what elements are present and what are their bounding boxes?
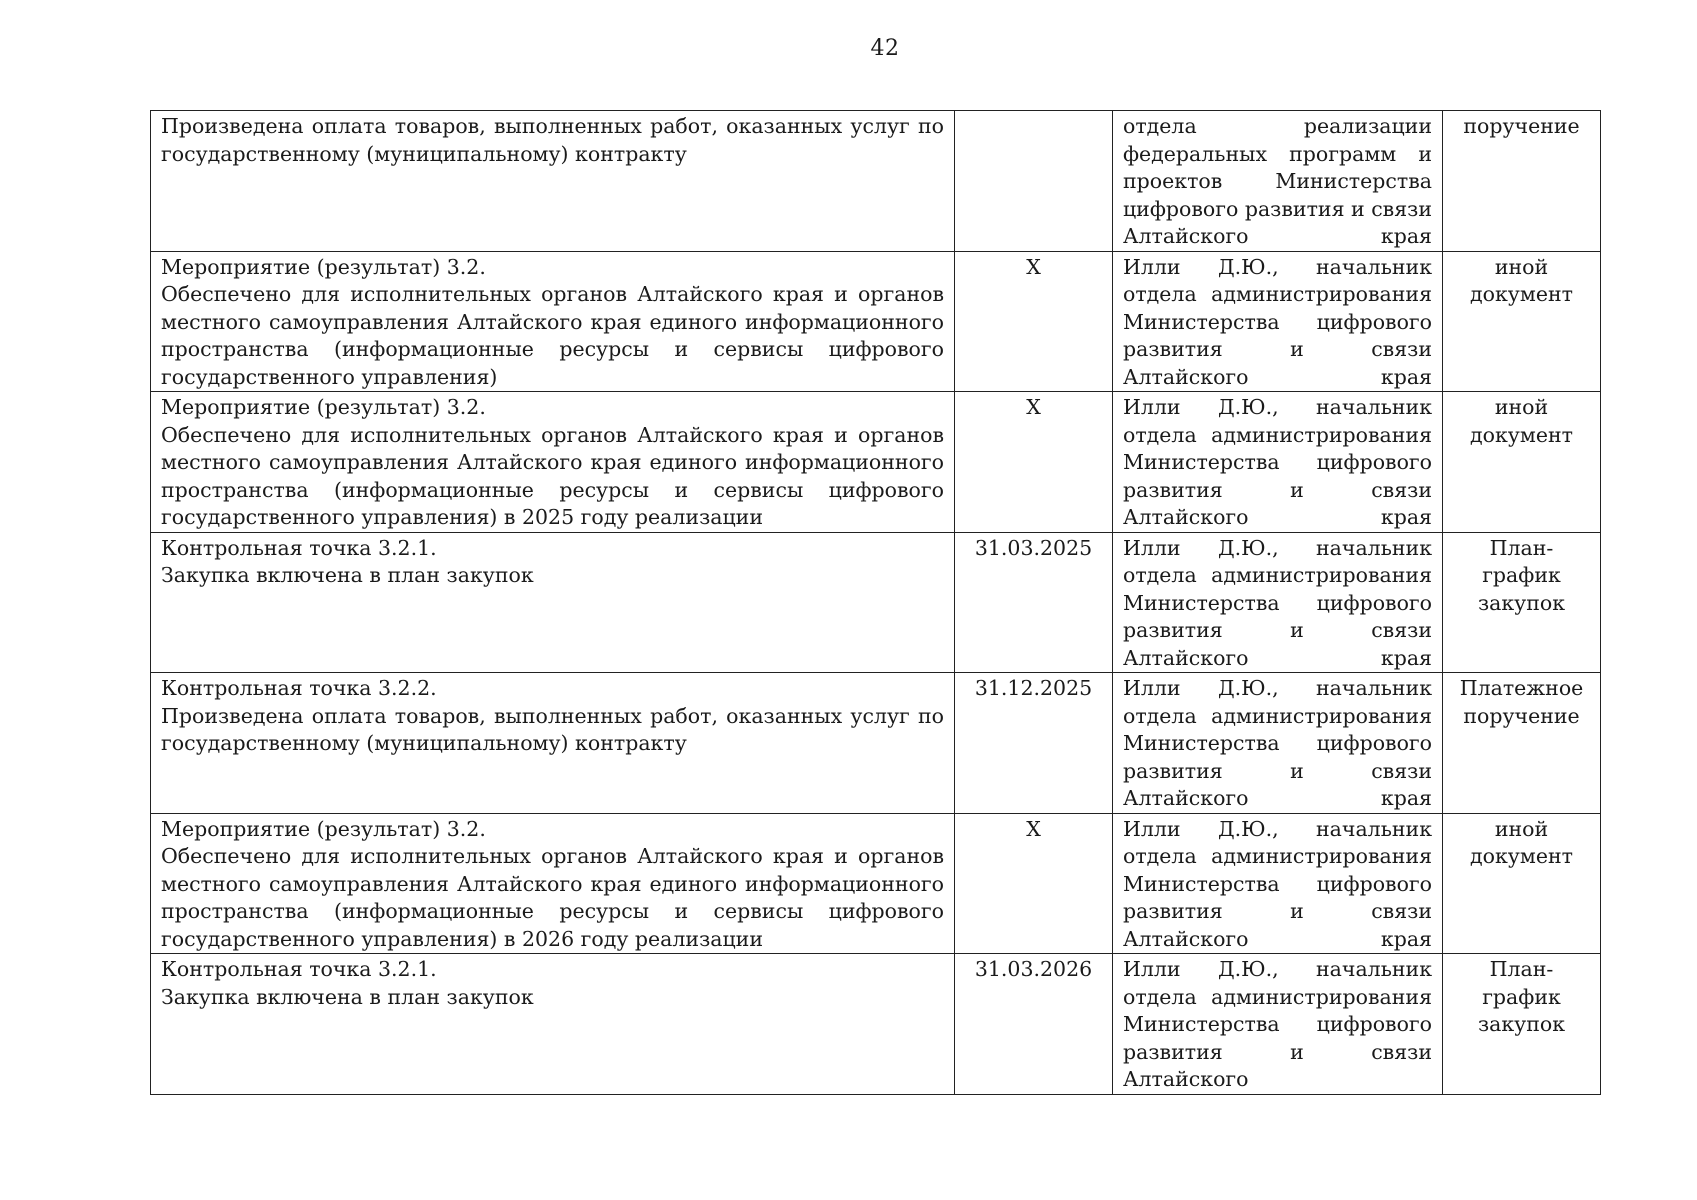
cell-date: 31.03.2025 bbox=[955, 532, 1113, 673]
cell-responsible: Илли Д.Ю., начальник отдела администрирования Министерства цифрового развития и связи Алтайского bbox=[1113, 954, 1443, 1095]
cell-document: иной документ bbox=[1443, 813, 1601, 954]
cell-responsible: отдела реализации федеральных программ и проектов Министерства цифрового развития и связи Алтайского края bbox=[1113, 111, 1443, 252]
cell-date: Х bbox=[955, 251, 1113, 392]
cell-responsible: Илли Д.Ю., начальник отдела администрирования Министерства цифрового развития и связи Алтайского края bbox=[1113, 251, 1443, 392]
cell-responsible: Илли Д.Ю., начальник отдела администрирования Министерства цифрового развития и связи Алтайского края bbox=[1113, 673, 1443, 814]
cell-date: Х bbox=[955, 392, 1113, 533]
cell-name bbox=[151, 954, 955, 1095]
cell-name-body: Произведена оплата товаров, выполненных работ, оказанных услуг по государственному (муниципальному) контракту bbox=[161, 114, 944, 166]
cell-document: поручение bbox=[1443, 111, 1601, 252]
cell-date bbox=[955, 111, 1113, 252]
table-row bbox=[151, 111, 1601, 252]
cell-name bbox=[151, 673, 955, 814]
table-row bbox=[151, 251, 1601, 392]
cell-document: Платежное поручение bbox=[1443, 673, 1601, 814]
table-row bbox=[151, 532, 1601, 673]
table-row bbox=[151, 392, 1601, 533]
page-number: 42 bbox=[870, 36, 900, 61]
cell-name-head: Мероприятие (результат) 3.2. bbox=[161, 395, 486, 419]
cell-name bbox=[151, 532, 955, 673]
cell-responsible: Илли Д.Ю., начальник отдела администрирования Министерства цифрового развития и связи Алтайского края bbox=[1113, 392, 1443, 533]
table-row bbox=[151, 954, 1601, 1095]
table-row bbox=[151, 673, 1601, 814]
cell-name bbox=[151, 251, 955, 392]
cell-name-head: Контрольная точка 3.2.1. bbox=[161, 535, 437, 560]
table-row bbox=[151, 813, 1601, 954]
cell-responsible: Илли Д.Ю., начальник отдела администрирования Министерства цифрового развития и связи Алтайского края bbox=[1113, 532, 1443, 673]
plan-table bbox=[150, 110, 1601, 1095]
cell-name-head: Контрольная точка 3.2.2. bbox=[161, 676, 437, 700]
cell-name-body: Обеспечено для исполнительных органов Алтайского края и органов местного самоуправления Алтайского края единого информационного пространства (информационные ресурсы и сервисы цифрового государственного управления) в 2025 году реализации bbox=[161, 422, 944, 529]
cell-name-body: Обеспечено для исполнительных органов Алтайского края и органов местного самоуправления Алтайского края единого информационного пространства (информационные ресурсы и сервисы цифрового государственного управления) bbox=[161, 282, 944, 389]
cell-document: иной документ bbox=[1443, 392, 1601, 533]
cell-document: План-график закупок bbox=[1443, 532, 1601, 673]
cell-name-body: Закупка включена в план закупок bbox=[161, 984, 534, 1009]
cell-name bbox=[151, 111, 955, 252]
cell-name-head: Контрольная точка 3.2.1. bbox=[161, 957, 437, 981]
cell-name-body: Произведена оплата товаров, выполненных работ, оказанных услуг по государственному (муниципальному) контракту bbox=[161, 703, 944, 755]
cell-date: 31.03.2026 bbox=[955, 954, 1113, 1095]
cell-date: Х bbox=[955, 813, 1113, 954]
cell-name bbox=[151, 392, 955, 533]
cell-date: 31.12.2025 bbox=[955, 673, 1113, 814]
cell-document: План-график закупок bbox=[1443, 954, 1601, 1095]
cell-document: иной документ bbox=[1443, 251, 1601, 392]
cell-name-body: Обеспечено для исполнительных органов Алтайского края и органов местного самоуправления Алтайского края единого информационного пространства (информационные ресурсы и сервисы цифрового государственного управления) в 2026 году реализации bbox=[161, 844, 944, 951]
cell-name-head: Мероприятие (результат) 3.2. bbox=[161, 254, 486, 279]
cell-responsible: Илли Д.Ю., начальник отдела администрирования Министерства цифрового развития и связи Алтайского края bbox=[1113, 813, 1443, 954]
cell-name-head: Мероприятие (результат) 3.2. bbox=[161, 816, 486, 841]
cell-name-body: Закупка включена в план закупок bbox=[161, 563, 534, 587]
cell-name bbox=[151, 813, 955, 954]
